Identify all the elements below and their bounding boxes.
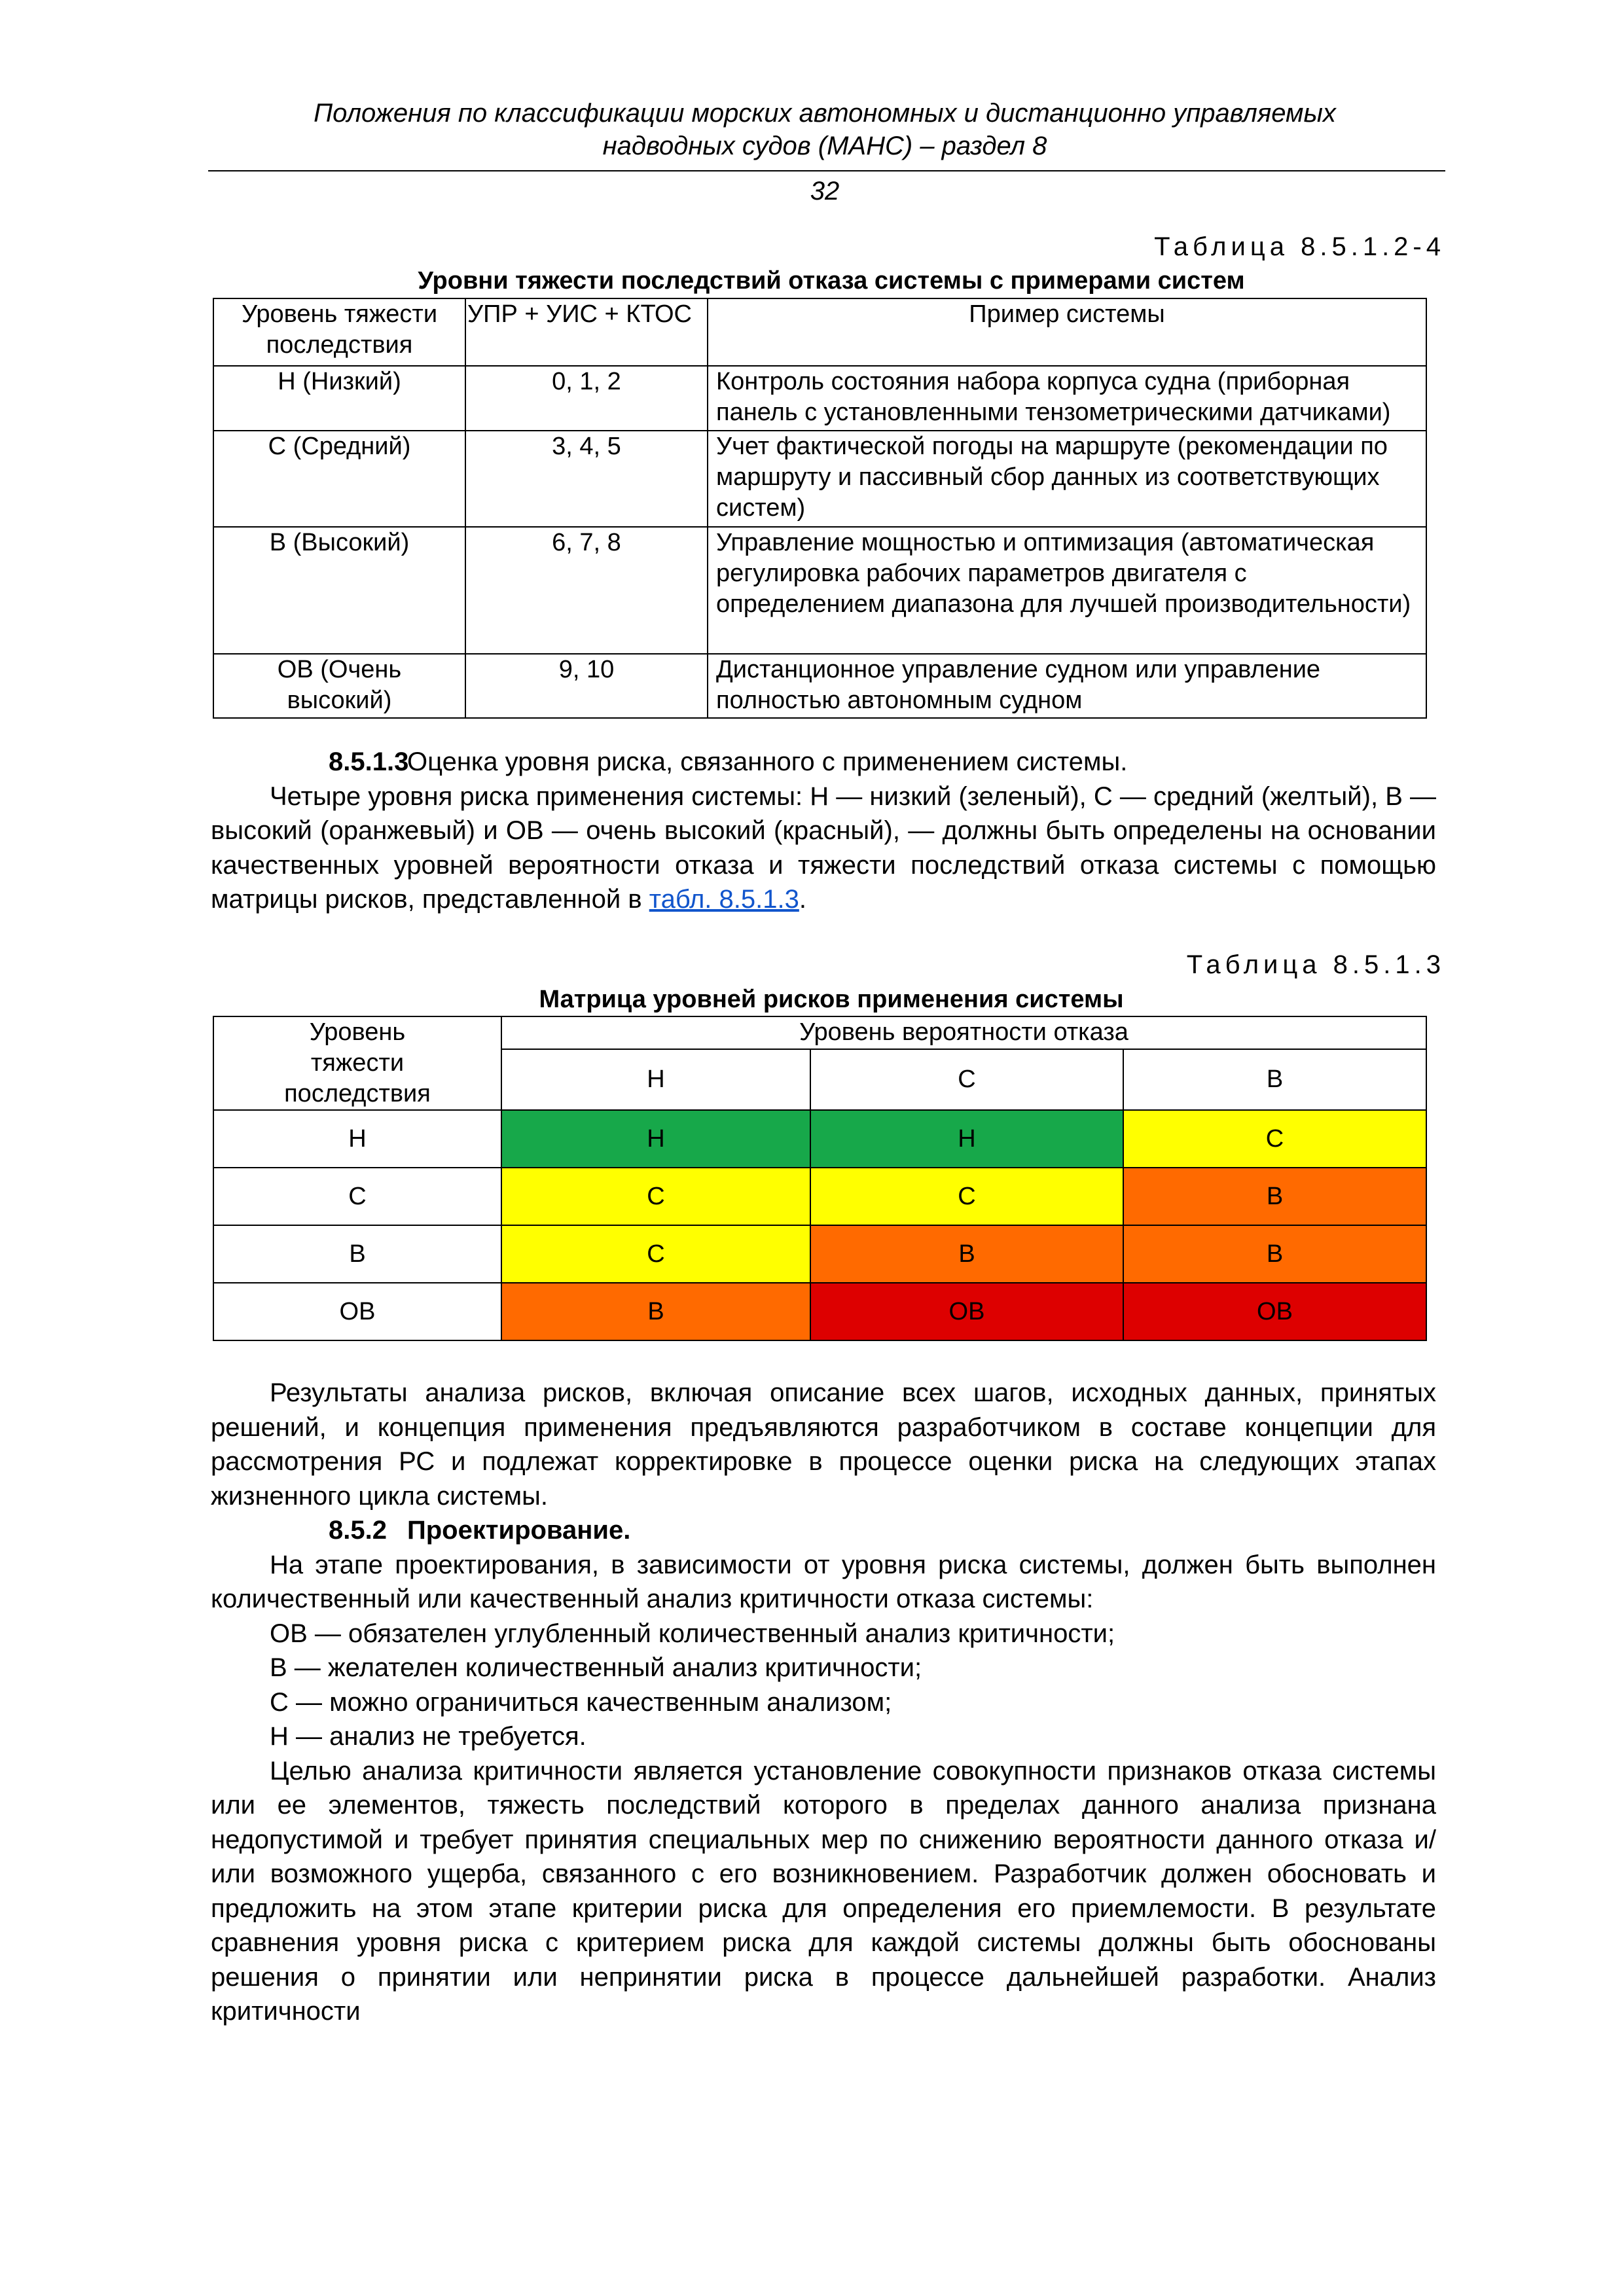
column-header: С: [810, 1049, 1123, 1110]
header-severity: Уровень тяжести последствия: [213, 298, 465, 366]
risk-cell: В: [1123, 1168, 1426, 1225]
matrix-row: [213, 1283, 1426, 1340]
table1-caption: Уровни тяжести последствий отказа системы с примерами систем: [418, 267, 1245, 295]
risk-cell: ОВ: [1123, 1283, 1426, 1340]
matrix-row: [213, 1110, 1426, 1168]
row-example: Учет фактической погоды на маршруте (рекомендации по маршруту и пассивный сбор данных из соответствующих систем): [708, 431, 1426, 527]
column-header: Н: [501, 1049, 810, 1110]
matrix-row: [213, 1168, 1426, 1225]
risk-cell: ОВ: [810, 1283, 1123, 1340]
table1-label: Таблица 8.5.1.2-4: [1154, 232, 1445, 261]
risk-cell: Н: [501, 1110, 810, 1168]
section-title: Оценка уровня риска, связанного с применением системы.: [407, 747, 1128, 776]
table-row: [213, 431, 1426, 527]
row-example: Дистанционное управление судном или управление полностью автономным судном: [708, 654, 1426, 718]
row-header: Н: [213, 1110, 501, 1168]
risk-cell: В: [1123, 1225, 1426, 1283]
table-row: [213, 366, 1426, 431]
risk-matrix-table: [213, 1016, 1427, 1341]
header-divider: [208, 170, 1445, 171]
list-item: ОВ — обязателен углубленный количественный анализ критичности;: [270, 1619, 1115, 1648]
probability-header: Уровень вероятности отказа: [501, 1016, 1426, 1049]
section-852: [211, 1376, 1436, 2029]
risk-cell: С: [501, 1225, 810, 1283]
paragraph-text: Четыре уровня риска применения системы: Н — низкий (зеленый), С — средний (желтый), В — высокий (оранжевый) и ОВ — очень высокий (красный), — должны быть определены на основании качественных уровней вероятности отказа и тяжести последствий отказа системы с помощью матрицы рисков, представленной в: [211, 781, 1436, 914]
row-example: Управление мощностью и оптимизация (автоматическая регулировка рабочих параметров двигателя с определением диапазона для лучшей производительности): [708, 527, 1426, 654]
header-title-line1: Положения по классификации морских автономных и дистанционно управляемых: [314, 99, 1336, 128]
row-level: С (Средний): [213, 431, 465, 527]
risk-cell: В: [501, 1283, 810, 1340]
matrix-row: [213, 1225, 1426, 1283]
severity-table: [213, 298, 1427, 719]
table-header-row: [213, 298, 1426, 366]
risk-cell: Н: [810, 1110, 1123, 1168]
row-level: ОВ (Очень высокий): [213, 654, 465, 718]
section-number: 8.5.1.3: [329, 747, 409, 776]
table2-label: Таблица 8.5.1.3: [1186, 950, 1445, 979]
header-title-line2: надводных судов (МАНС) – раздел 8: [602, 132, 1047, 160]
table-row: [213, 527, 1426, 654]
table-row: [213, 654, 1426, 718]
row-level: В (Высокий): [213, 527, 465, 654]
section-paragraph: [211, 780, 1436, 917]
row-score: 9, 10: [465, 654, 708, 718]
row-level: Н (Низкий): [213, 366, 465, 431]
matrix-header-row: [213, 1016, 1426, 1049]
row-score: 3, 4, 5: [465, 431, 708, 527]
section-8513: [211, 745, 1436, 917]
risk-cell: В: [810, 1225, 1123, 1283]
results-paragraph: Результаты анализа рисков, включая описание всех шагов, исходных данных, принятых решений, и концепция применения предъявляются разработчиком в составе концепции для рассмотрения РС и подлежат корректировке в процессе оценки риска на следующих этапах жизненного цикла системы.: [211, 1378, 1436, 1511]
column-header: В: [1123, 1049, 1426, 1110]
page-number: 32: [810, 177, 840, 206]
table-link[interactable]: табл. 8.5.1.3: [649, 885, 799, 914]
risk-cell: С: [501, 1168, 810, 1225]
section-intro: На этапе проектирования, в зависимости от уровня риска системы, должен быть выполнен количественный или качественный анализ критичности отказа системы:: [211, 1550, 1436, 1613]
criticality-paragraph: Целью анализа критичности является установление совокупности признаков отказа системы или ее элементов, тяжесть последствий которого в пределах данного анализа признана недопустимой и требует принятия специальных мер по снижению вероятности данного отказа и/или возможного ущерба, связанного с его возникновением. Разработчик должен обосновать и предложить на этом этапе критерии риска для определения его приемлемости. В результате сравнения уровня риска с критерием риска для каждой системы должны быть обоснованы решения о принятии или непринятии риска в процессе дальнейшей разработки. Анализ критичности: [211, 1756, 1436, 2026]
row-score: 6, 7, 8: [465, 527, 708, 654]
list-item: С — можно ограничиться качественным анализом;: [270, 1687, 892, 1717]
risk-cell: С: [810, 1168, 1123, 1225]
header-example: Пример системы: [708, 298, 1426, 366]
row-header: С: [213, 1168, 501, 1225]
header-score: УПР + УИС + КТОС: [465, 298, 708, 366]
paragraph-end: .: [799, 885, 806, 914]
matrix-corner-header: Уровень тяжести последствия: [213, 1016, 501, 1110]
list-item: Н — анализ не требуется.: [270, 1722, 586, 1751]
section-heading: [211, 1513, 1436, 1548]
section-title: Проектирование.: [407, 1516, 631, 1545]
risk-cell: С: [1123, 1110, 1426, 1168]
row-header: ОВ: [213, 1283, 501, 1340]
row-header: В: [213, 1225, 501, 1283]
document-header: [209, 97, 1440, 162]
row-example: Контроль состояния набора корпуса судна (приборная панель с установленными тензометрическими датчиками): [708, 366, 1426, 431]
row-score: 0, 1, 2: [465, 366, 708, 431]
section-heading: [211, 745, 1436, 780]
section-number: 8.5.2: [329, 1516, 387, 1545]
table2-caption: Матрица уровней рисков применения системы: [539, 986, 1124, 1013]
list-item: В — желателен количественный анализ критичности;: [270, 1653, 922, 1682]
